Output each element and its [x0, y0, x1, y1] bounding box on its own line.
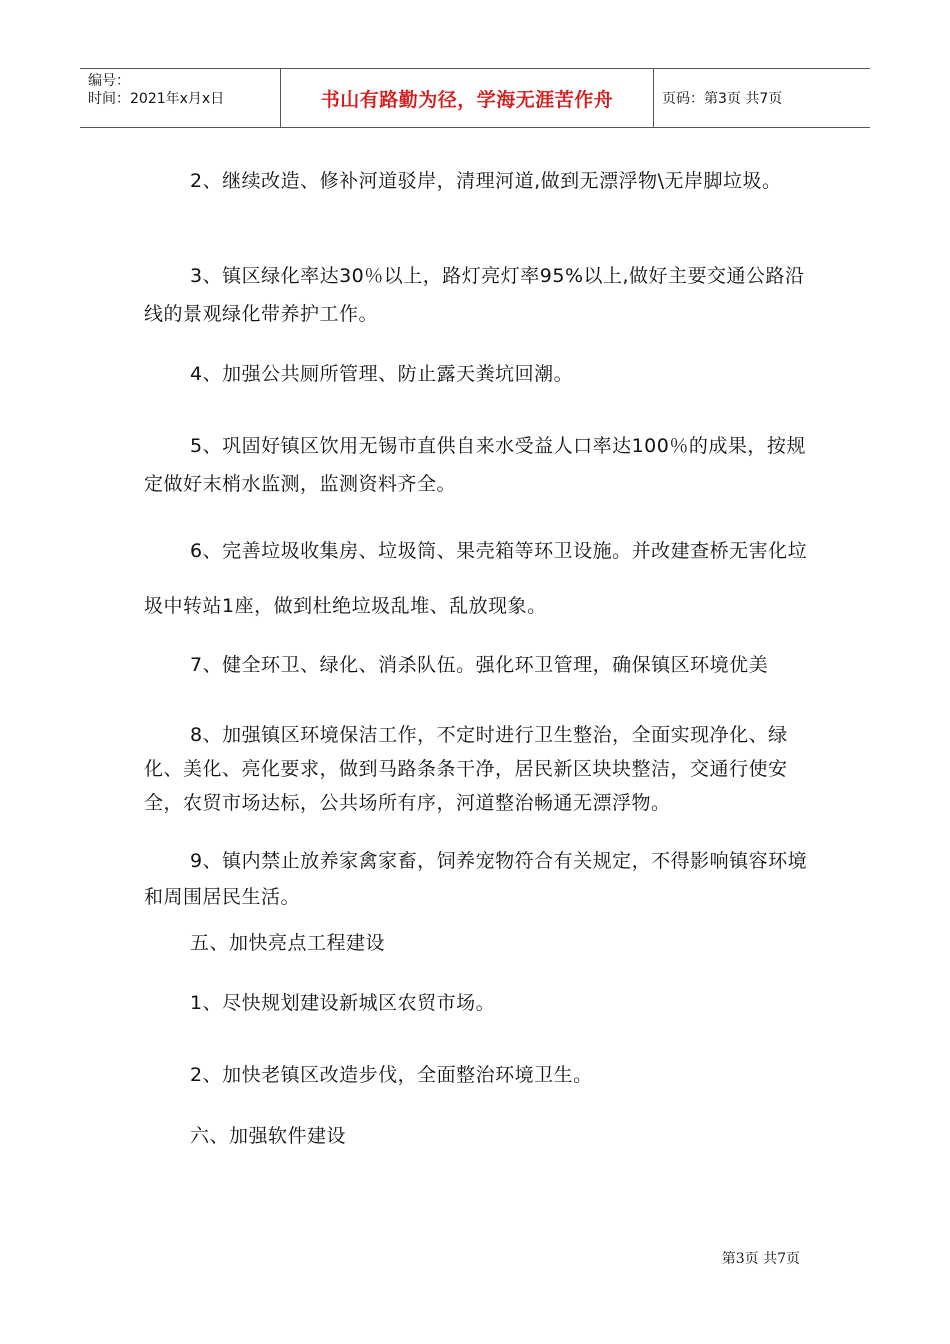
paragraph-item-7: 7、健全环卫、绿化、消杀队伍。强化环卫管理，确保镇区环境优美: [190, 654, 769, 676]
document-time: 时间：2021年x月x日: [88, 91, 225, 107]
page-header: [80, 68, 870, 128]
paragraph-item-5: 5、巩固好镇区饮用无锡市直供自来水受益人口率达100％的成果，按规定做好末梢水监测，监测资料齐全。: [144, 435, 806, 495]
header-motto: 书山有路勤为径，学海无涯苦作舟: [281, 69, 654, 127]
paragraph-item-2: 2、继续改造、修补河道驳岸，清理河道,做到无漂浮物\无岸脚垃圾。: [190, 170, 782, 192]
section-heading-6: 六、加强软件建设: [190, 1125, 347, 1147]
document-number: 编号：: [88, 73, 130, 89]
paragraph-section5-item-1: 1、尽快规划建设新城区农贸市场。: [190, 992, 496, 1014]
paragraph-section5-item-2: 2、加快老镇区改造步伐，全面整治环境卫生。: [190, 1064, 593, 1086]
paragraph-item-3: 3、镇区绿化率达30％以上，路灯亮灯率95%以上,做好主要交通公路沿线的景观绿化带养护工作。: [144, 265, 805, 325]
header-meta: [80, 69, 281, 127]
section-heading-5: 五、加快亮点工程建设: [190, 932, 386, 954]
paragraph-item-6: 6、完善垃圾收集房、垃圾筒、果壳箱等环卫设施。并改建查桥无害化垃圾中转站1座，做到杜绝垃圾乱堆、乱放现象。: [144, 540, 808, 617]
paragraph-item-9: 9、镇内禁止放养家禽家畜，饲养宠物符合有关规定，不得影响镇容环境和周围居民生活。: [144, 850, 808, 908]
paragraph-item-4: 4、加强公共厕所管理、防止露天粪坑回潮。: [190, 363, 574, 385]
page-footer: 第3页 共7页: [721, 1251, 800, 1267]
header-page-info: 页码：第3页 共7页: [662, 91, 783, 107]
paragraph-item-8: 8、加强镇区环境保洁工作，不定时进行卫生整治，全面实现净化、绿化、美化、亮化要求，做到马路条条干净，居民新区块块整洁，交通行使安全，农贸市场达标，公共场所有序，河道整治畅通无漂浮物。: [144, 724, 788, 814]
